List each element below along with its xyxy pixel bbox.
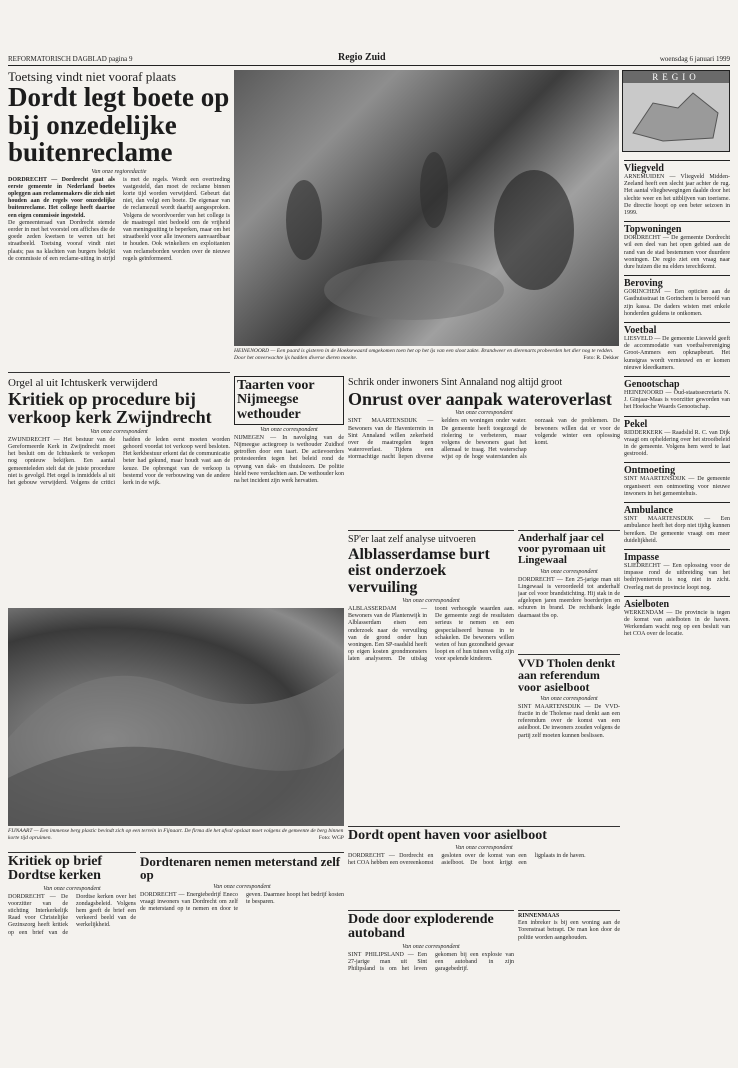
news-brief-column xyxy=(624,156,730,1061)
photo2-credit: Foto: WGP xyxy=(318,834,344,841)
churches-letter-body: DORDRECHT — De voorzitter van de stichting Interkerkelijk Raad voor Christelijke Gezinszorg heeft kritiek op een brief van de Dordtse kerken over het zondagsbeleid. Volgens hem geeft de brief een verkeerd beeld van de werkelijkheid. xyxy=(8,893,136,936)
referendum-article xyxy=(518,654,620,814)
church-headline: Kritiek op procedure bij verkoop kerk Zwijndrecht xyxy=(8,389,212,428)
church-kicker: Orgel al uit Ichtuskerk verwijderd xyxy=(8,377,158,389)
photo1-caption-text: HEINENOORD — Een paard is gisteren in de Hoeksewaard omgekomen toen het op het ijs van een sloot zakte. Brandweer en dierenarts probeerden het dier nog te redden. Door het onverwachte ijs hadden diverse dieren moeite. xyxy=(234,348,614,361)
brief-title: Pekel xyxy=(624,416,730,430)
asylum-boat-headline: Dordt opent haven voor asielboot xyxy=(348,828,547,843)
brief-title: Ambulance xyxy=(624,502,730,516)
brief-body: DORDRECHT — De gemeente Dordrecht wil een deel van het open gebied aan de rand van de stad bestemmen voor duurdere woningen. De regio ziet een vraag naar dure huizen die nu elders terechtkomt. xyxy=(624,235,730,271)
tyre-explosion-body: SINT PHILIPSLAND — Een 27-jarige man uit Sint Philipsland is om het leven gekomen bij een explosie van een autoband in zijn garagebedrijf. xyxy=(348,951,514,972)
meter-reading-byline: Van onze correspondent xyxy=(213,883,271,890)
referendum-body: SINT MAARTENSDIJK — De VVD-fractie in de Tholense raad denkt aan een referendum over de komst van een asielboot. De inwoners zouden volgens de partij zelf moeten kunnen beslissen. xyxy=(518,703,620,739)
brief-title: Beroving xyxy=(624,275,730,289)
tyre-explosion-byline: Van onze correspondent xyxy=(402,943,460,950)
regio-logo-text: REGIO xyxy=(623,71,729,83)
pollution-kicker: SP'er laat zelf analyse uitvoeren xyxy=(348,534,476,545)
photo2-caption xyxy=(8,828,344,848)
arson-headline: Anderhalf jaar cel voor pyromaan uit Lingewaal xyxy=(518,532,606,567)
flooding-kicker: Schrik onder inwoners Sint Annaland nog altijd groot xyxy=(348,377,563,388)
pollution-byline: Van onze correspondent xyxy=(402,597,460,604)
map-icon xyxy=(623,83,729,145)
page-header xyxy=(8,52,730,66)
brief-body: SLIEDRECHT — Een oplossing voor de impasse rond de uitbreiding van het bedrijventerrein is nog niet in zicht. Overleg met de provincie loopt nog. xyxy=(624,562,730,591)
lead-headline: Dordt legt boete op bij onzedelijke buitenreclame xyxy=(8,82,230,168)
brief-7 xyxy=(624,502,730,545)
pie-body: NIJMEGEN — In navolging van de Nijmeegse actiegroep is wethouder Zuidhof getroffen door een taart. De actievoerders protesteerden tegen het beleid rond de opvang van dak- en thuislozen. De politie hield twee verdachten aan. De wethouder kon na het incident zijn werk hervatten. xyxy=(234,434,344,485)
brief-body: LIESVELD — De gemeente Liesveld geeft de accommodatie van voetbalvereniging Groot-Ammers een opknapbeurt. Het kunstgras wordt vernieuwd en er komen nieuwe kleedkamers. xyxy=(624,336,730,371)
lead-article xyxy=(8,70,230,340)
referendum-byline: Van onze correspondent xyxy=(540,695,598,702)
photo-silhouettes xyxy=(234,70,619,346)
asylum-boat-article xyxy=(348,826,620,906)
burglary-body: Een inbreker is bij een woning aan de Torenstraat betrapt. De man kon door de politie worden aangehouden. xyxy=(518,920,620,941)
tyre-explosion-headline: Dode door exploderende autoband xyxy=(348,912,494,942)
brief-title: Topwoningen xyxy=(624,221,730,235)
meter-reading-body: DORDRECHT — Energiebedrijf Eneco vraagt inwoners van Dordrecht om zelf de meterstand op te nemen en door te geven. Daarmee hoopt het bedrijf kosten te besparen. xyxy=(140,891,344,912)
burglary-brief xyxy=(518,910,620,1060)
arson-byline: Van onze correspondent xyxy=(540,568,598,575)
churches-letter-byline: Van onze correspondent xyxy=(43,885,101,892)
church-body: ZWIJNDRECHT — Het bestuur van de Gereformeerde Kerk in Zwijndrecht moet het besluit om de Ichtuskerk te verkopen nog opnieuw bekijken. Een aantal gemeenteleden stelt dat de juiste procedure niet is gevolgd. Het orgel is inmiddels al uit het gebouw verwijderd. Volgens de critici hadden de leden eerst moeten worden gehoord voordat tot verkoop werd besloten. Het kerkbestuur erkent dat de communicatie beter had gekund, maar houdt vast aan de keuze. De opbrengst van de verkoop is bestemd voor de verbouwing van de andere kerk in de wijk. xyxy=(8,436,230,486)
regio-logo-box xyxy=(622,70,730,152)
section-title: Regio Zuid xyxy=(338,52,386,63)
churches-letter-headline: Kritiek op brief Dordtse kerken xyxy=(8,854,103,884)
brief-1 xyxy=(624,221,730,271)
brief-title: Genootschap xyxy=(624,376,730,390)
newspaper-page-label: REFORMATORISCH DAGBLAD pagina 9 xyxy=(8,55,133,63)
brief-8 xyxy=(624,549,730,592)
pollution-body: ALBLASSERDAM — Bewoners van de Plantenwijk in Alblasserdam eisen een onderzoek naar de vervuiling van de grond onder hun woningen. Een SP-raadslid heeft op eigen kosten grondmonsters laten analyseren. De uitslag toont verhoogde waarden aan. De gemeente zegt de resultaten serieus te nemen en een gespecialiseerd bureau in te schakelen. De bewoners willen weten of hun gezondheid gevaar loopt en of hun tuinen veilig zijn voor spelende kinderen. xyxy=(348,605,514,663)
brief-title: Ontmoeting xyxy=(624,462,730,476)
brief-5 xyxy=(624,416,730,459)
pie-byline: Van onze correspondent xyxy=(260,426,318,433)
churches-letter-article xyxy=(8,852,136,1062)
issue-date: woensdag 6 januari 1999 xyxy=(659,55,730,63)
flooding-body: SINT MAARTENSDIJK — Bewoners van de Haventerrein in Sint Annaland willen zekerheid over de maatregelen tegen wateroverlast. Tijdens een stormachtige nacht liepen diverse kelders en woningen onder water. De gemeente heeft toegezegd de riolering te verbeteren, maar volgens de bewoners gaat het allemaal te traag. Het waterschap wijst op de hoge waterstanden als oorzaak van de problemen. De bewoners willen dat er voor de volgende winter een oplossing komt. xyxy=(348,418,620,461)
church-byline: Van onze correspondent xyxy=(90,428,148,435)
asylum-boat-byline: Van onze correspondent xyxy=(455,845,513,852)
burglary-kicker: RINNENMAAS xyxy=(518,913,560,919)
lead-body: De gemeenteraad van Dordrecht stemde eerder in met het voorstel om affiches die de goede zeden kwetsen te weren uit het straatbeeld. Toetsing vooraf vindt niet plaats; pas na klachten van burgers bekijkt de commissie of een reclame-uiting in strijd is met de regels. Wordt een overtreding vastgesteld, dan moet de reclame binnen korte tijd worden verwijderd. Gebeurt dat niet, dan volgt een boete. De eigenaar van de reclamezuil wordt daarbij aangesproken. Volgens de woordvoerder van het college is de maatregel niet bedoeld om de vrijheid van meningsuiting te beperken, maar om het straatbeeld voor alle inwoners aanvaardbaar te houden. Ook winkeliers en exploitanten van reclameborden worden over de nieuwe regels geïnformeerd. xyxy=(8,176,230,262)
brief-2 xyxy=(624,275,730,318)
asylum-boat-body: DORDRECHT — Dordrecht en het COA hebben een overeenkomst gesloten over de komst van een asielboot. De boot krijgt een ligplaats in de haven. xyxy=(348,853,586,867)
referendum-headline: VVD Tholen denkt aan referendum voor asielboot xyxy=(518,656,616,695)
pie-headline: Taarten voor Nijmeegse wethouder xyxy=(234,376,344,425)
brief-title: Vliegveld xyxy=(624,160,730,174)
brief-body: SINT MAARTENSDIJK — De gemeente organiseert een ontmoeting voor nieuwe inwoners in het gemeentehuis. xyxy=(624,476,730,497)
brief-body: SINT MAARTENSDIJK — Een ambulance heeft het dorp niet tijdig kunnen bereiken. De gemeente vraagt om meer duidelijkheid. xyxy=(624,516,730,544)
brief-0 xyxy=(624,160,730,217)
photo1-caption xyxy=(234,348,619,370)
lead-intro: DORDRECHT — Dordrecht gaat als eerste gemeente in Nederland boetes opleggen aan reclamemakers die zich niet houden aan de regels voor onzedelijke buitenreclame. Het college heeft daartoe een eigen commissie ingesteld. xyxy=(8,176,115,219)
flooding-article xyxy=(348,376,620,526)
brief-body: WERKENDAM — De provincie is tegen de komst van asielboten in de haven. Werkendam wacht nog op een besluit van het COA over de locatie. xyxy=(624,609,730,638)
arson-body: DORDRECHT — Een 25-jarige man uit Lingewaal is veroordeeld tot anderhalf jaar cel voor brandstichting. Hij stak in de afgelopen jaren meerdere boerderijen en schuren in brand. De rechtbank legde daarnaast tbs op. xyxy=(518,576,620,619)
brief-body: HEINENOORD — Oud-staatssecretaris N. J. Ginjaar-Maas is voorzitter geworden van het Hoeksche Waards Genootschap. xyxy=(624,390,730,411)
brief-body: ARNEMUIDEN — Vliegveld Midden-Zeeland heeft een slecht jaar achter de rug. Het aantal vliegbewegingen daalde door het slechte weer en het uitblijven van toerisme. De directie hoopt op een beter seizoen in 1999. xyxy=(624,174,730,217)
photo2-caption-text: FIJNAART — Een immense berg plastic bevindt zich op een terrein in Fijnaart. De firma die het afval opslaat moet volgens de gemeente de berg binnen korte tijd opruimen. xyxy=(8,828,344,841)
brief-4 xyxy=(624,376,730,412)
flooding-headline: Onrust over aanpak wateroverlast xyxy=(348,389,612,409)
brief-title: Asielboten xyxy=(624,596,730,610)
brief-title: Impasse xyxy=(624,549,730,563)
photo-texture xyxy=(8,608,344,826)
brief-body: RIDDERKERK — Raadslid R. C. van Dijk vraagt om opheldering over het strooibeleid in de gemeente. Volgens hem werd te laat gestrooid. xyxy=(624,429,730,458)
brief-body: GORINCHEM — Een opticien aan de Gasthuisstraat in Gorinchem is beroofd van zijn kassa. De daders wisten met enkele honderden guldens te ontkomen. xyxy=(624,289,730,317)
meter-reading-article xyxy=(140,852,344,1062)
brief-title: Voetbal xyxy=(624,322,730,336)
tyre-explosion-article xyxy=(348,910,514,1060)
church-sale-article xyxy=(8,372,230,604)
meter-reading-headline: Dordtenaren nemen meterstand zelf op xyxy=(140,854,341,883)
plastic-pile-photo xyxy=(8,608,344,826)
flooding-byline: Van onze correspondent xyxy=(455,410,513,417)
horse-rescue-photo xyxy=(234,70,619,346)
pollution-article xyxy=(348,530,514,820)
pollution-headline: Alblasserdamse burt eist onderzoek vervuiling xyxy=(348,546,490,596)
brief-9 xyxy=(624,596,730,639)
lead-kicker: Toetsing vindt niet vooraf plaats xyxy=(8,70,177,84)
lead-byline: Van onze regioredactie xyxy=(91,168,147,175)
brief-6 xyxy=(624,462,730,498)
photo1-credit: Foto: R. Dekker xyxy=(583,354,619,361)
brief-3 xyxy=(624,322,730,372)
arson-article xyxy=(518,530,620,650)
